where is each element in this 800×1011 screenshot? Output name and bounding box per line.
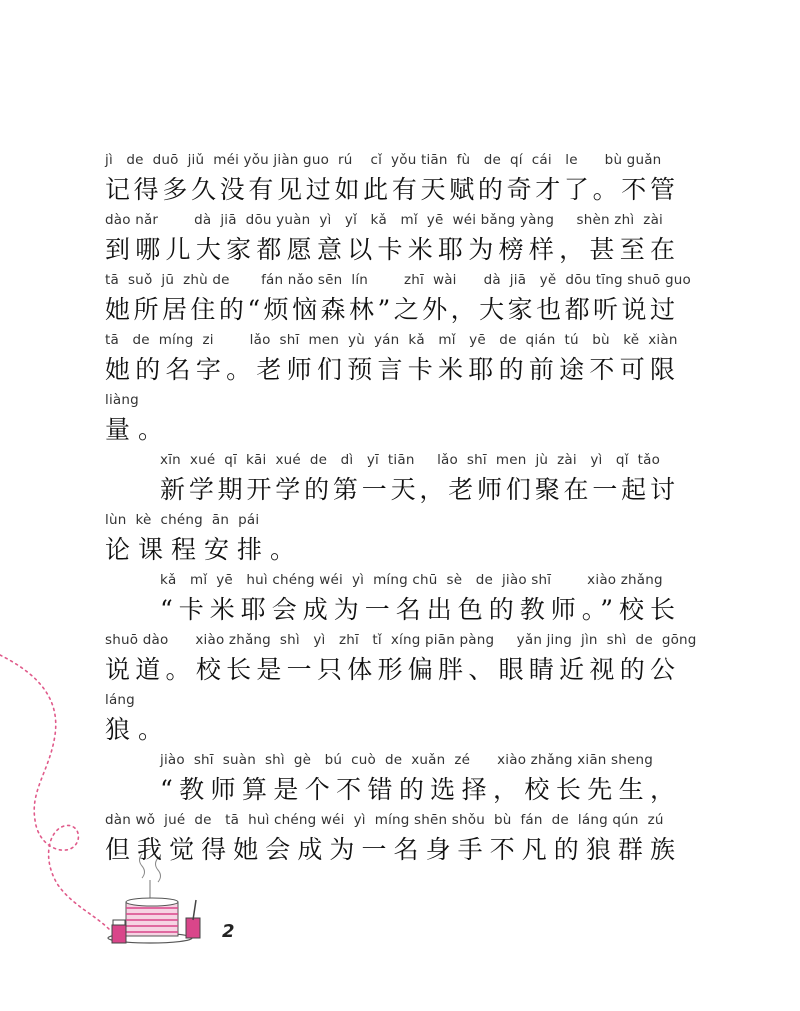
pinyin-row: kǎ mǐ yē huì chéng wéi yì míng chū sè de jiào shī xiào zhǎng (160, 572, 663, 588)
pinyin-row: xīn xué qī kāi xué de dì yī tiān lǎo shī men jù zài yì qǐ tǎo (160, 452, 661, 468)
hanzi-row: 新学期开学的第一天，老师们聚在一起讨 (160, 475, 675, 504)
pinyin-row: dào nǎr dà jiā dōu yuàn yì yǐ kǎ mǐ yē wéi bǎng yàng shèn zhì zài (105, 212, 663, 228)
pinyin-row: tā suǒ jū zhù de fán nǎo sēn lín zhī wài dà jiā yě dōu tīng shuō guo (105, 272, 691, 288)
pinyin-row: lùn kè chéng ān pái (105, 512, 260, 528)
pinyin-row: liàng (105, 392, 139, 408)
hanzi-row: 到哪儿大家都愿意以卡米耶为榜样，甚至在 (105, 235, 675, 264)
pinyin-row: dàn wǒ jué de tā huì chéng wéi yì míng shēn shǒu bù fán de láng qún zú (105, 812, 664, 828)
hanzi-row: 她的名字。老师们预言卡米耶的前途不可限 (105, 355, 675, 384)
page-number: 2 (222, 921, 235, 942)
hanzi-row: 量。 (105, 415, 172, 444)
pancake-stack-illustration (108, 854, 200, 943)
hanzi-row: 她所居住的“烦恼森林”之外，大家也都听说过 (105, 295, 675, 324)
pinyin-row: jì de duō jiǔ méi yǒu jiàn guo rú cǐ yǒu tiān fù de qí cái le bù guǎn (105, 152, 662, 168)
hanzi-row: 论课程安排。 (105, 535, 304, 564)
hanzi-row: “教师算是个不错的选择，校长先生， (160, 775, 675, 804)
hanzi-row: 但我觉得她会成为一名身手不凡的狼群族 (105, 835, 675, 864)
hanzi-row: 说道。校长是一只体形偏胖、眼睛近视的公 (105, 655, 675, 684)
pinyin-row: tā de míng zi lǎo shī men yù yán kǎ mǐ yē de qián tú bù kě xiàn (105, 332, 678, 348)
dotted-curve (0, 655, 110, 930)
pinyin-row: jiào shī suàn shì gè bú cuò de xuǎn zé xiào zhǎng xiān sheng (160, 752, 654, 768)
hanzi-row: “卡米耶会成为一名出色的教师。”校长 (160, 595, 675, 624)
hanzi-row: 狼。 (105, 715, 172, 744)
hanzi-row: 记得多久没有见过如此有天赋的奇才了。不管 (105, 175, 675, 204)
pinyin-row: shuō dào xiào zhǎng shì yì zhī tǐ xíng piān pàng yǎn jing jìn shì de gōng (105, 632, 697, 648)
pinyin-row: láng (105, 692, 135, 708)
